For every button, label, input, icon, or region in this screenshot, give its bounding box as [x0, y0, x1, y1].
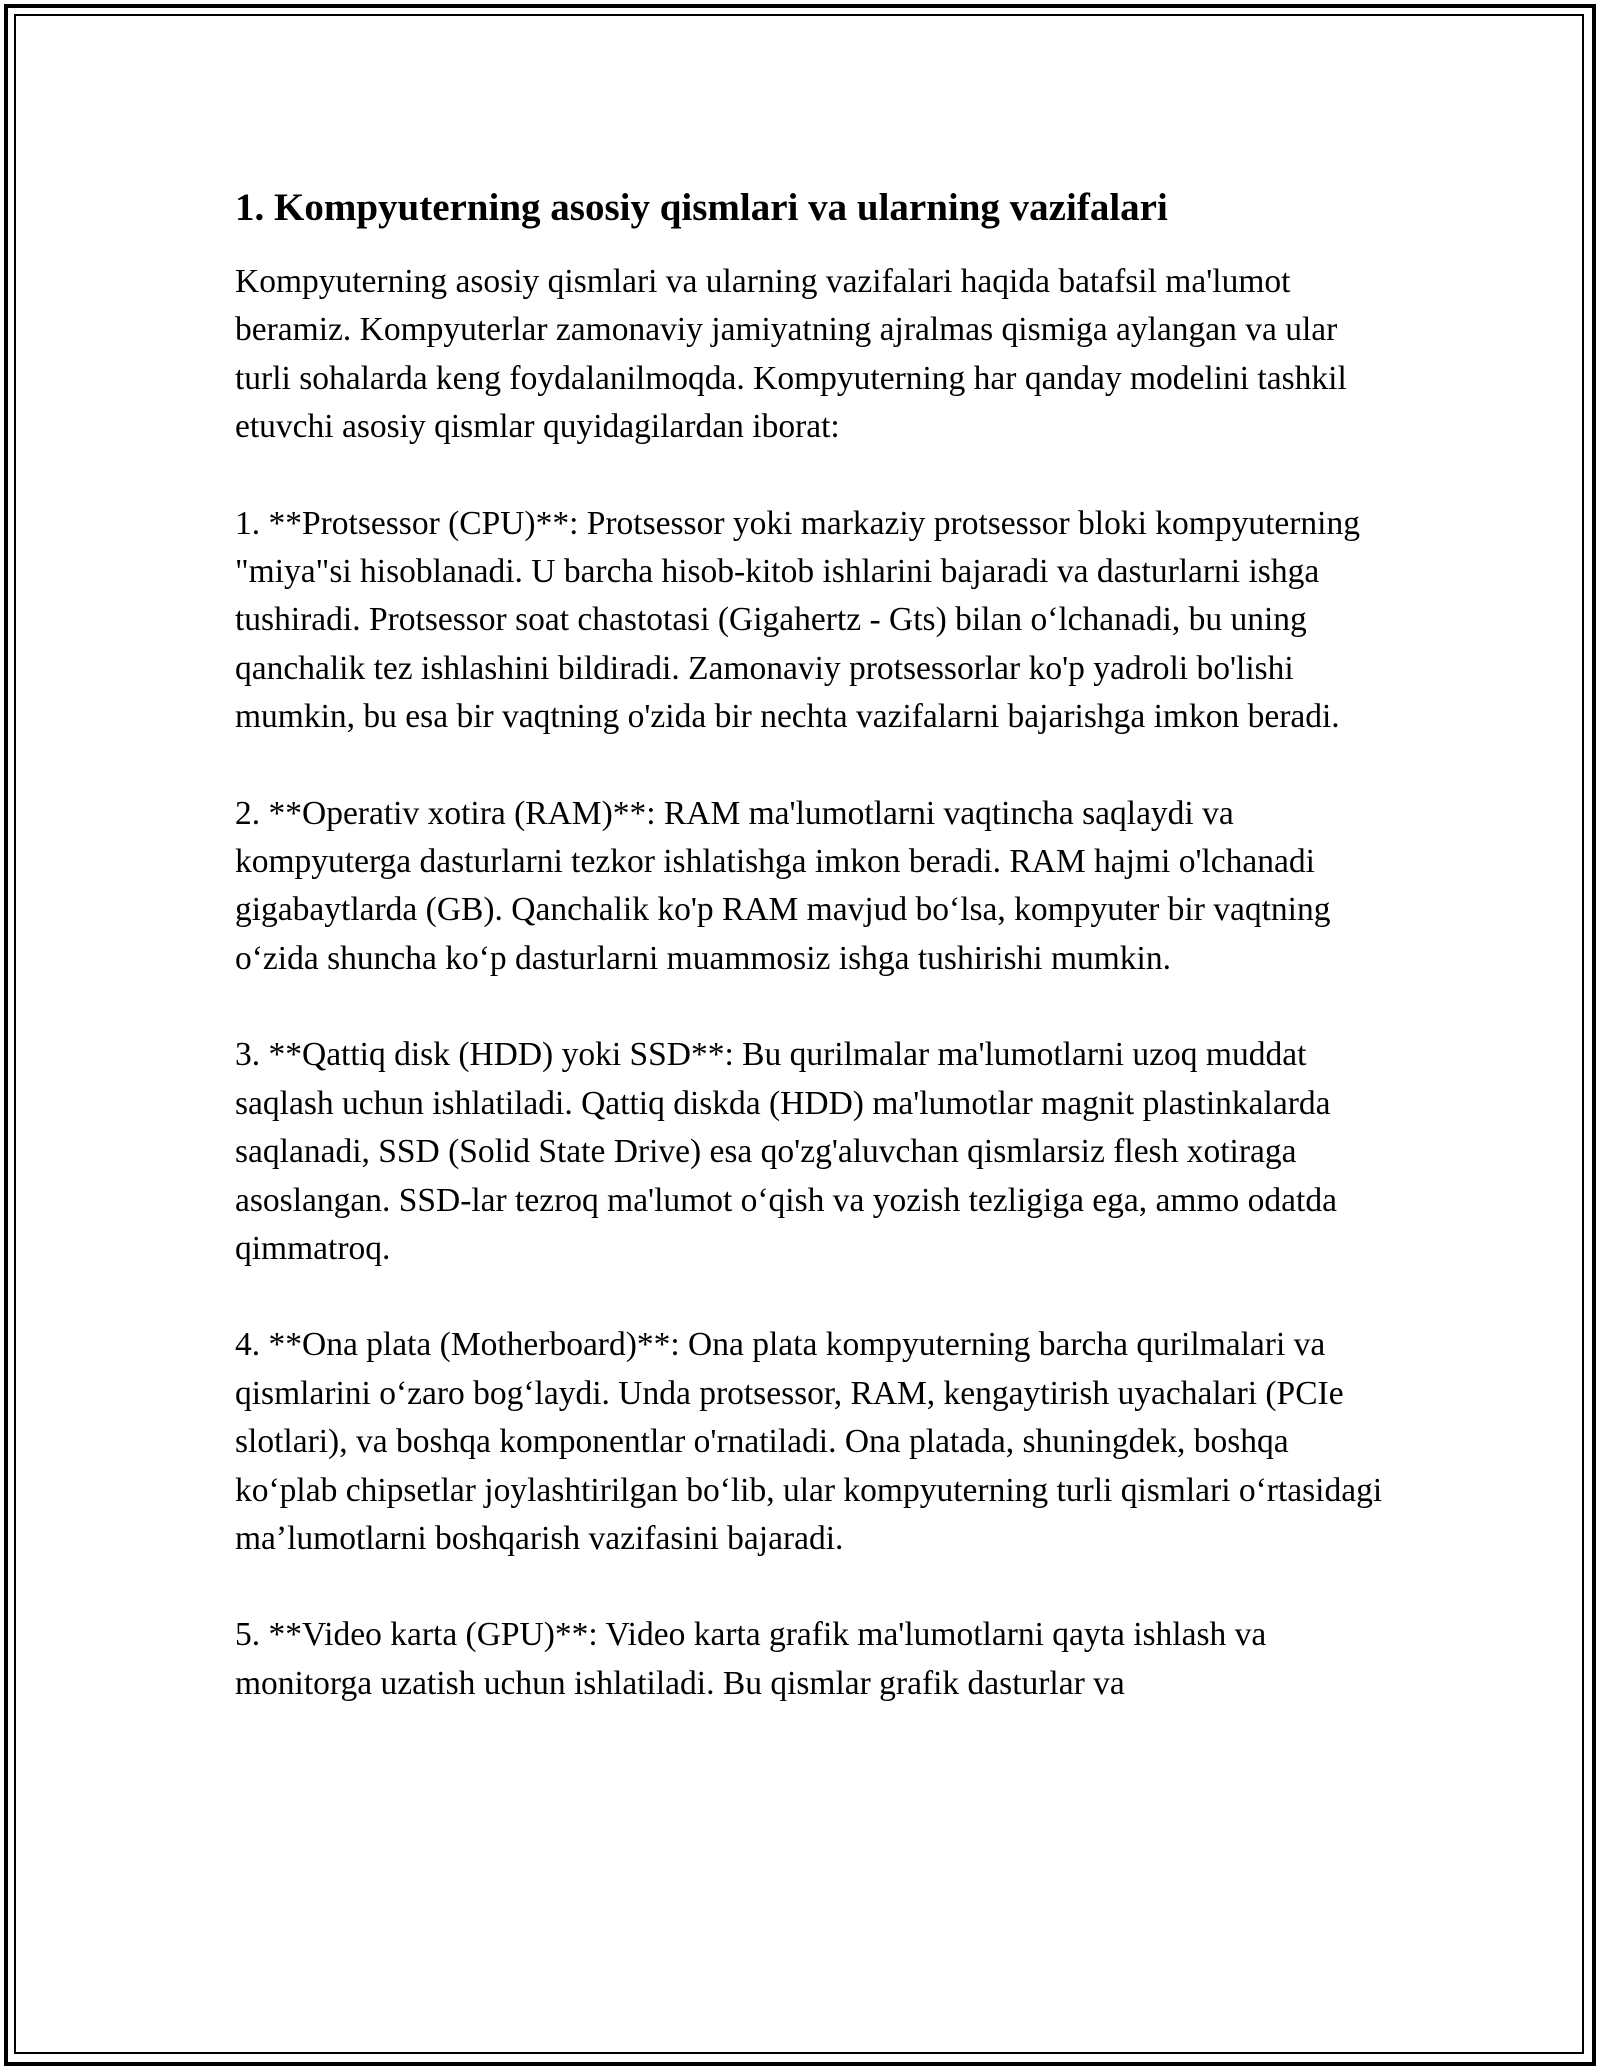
document-body	[235, 182, 1395, 1708]
intro-paragraph: Kompyuterning asosiy qismlari va ularning vazifalari haqida batafsil ma'lumot beramiz. Kompyuterlar zamonaviy jamiyatning ajralmas qismiga aylangan va ular turli sohalarda keng foydalanilmoqda. Kompyuterning har qanday modelini tashkil etuvchi asosiy qismlar quyidagilardan iborat:	[235, 263, 1347, 446]
list-item-storage: 3. **Qattiq disk (HDD) yoki SSD**: Bu qurilmalar ma'lumotlarni uzoq muddat saqlash uchun ishlatiladi. Qattiq diskda (HDD) ma'lumotlar magnit plastinkalarda saqlanadi, SSD (Solid State Drive) esa qo'zg'aluvchan qismlarsiz flesh xotiraga asoslangan. SSD-lar tezroq ma'lumot oʻqish va yozish tezligiga ega, ammo odatda qimmatroq.	[235, 1036, 1337, 1267]
list-item-motherboard: 4. **Ona plata (Motherboard)**: Ona plata kompyuterning barcha qurilmalari va qismlarini oʻzaro bogʻlaydi. Unda protsessor, RAM, kengaytirish uyachalari (PCIe slotlari), va boshqa komponentlar o'rnatiladi. Ona platada, shuningdek, boshqa koʻplab chipsetlar joylashtirilgan boʻlib, ular kompyuterning turli qismlari oʻrtasidagi maʼlumotlarni boshqarish vazifasini bajaradi.	[235, 1326, 1383, 1557]
list-item-gpu: 5. **Video karta (GPU)**: Video karta grafik ma'lumotlarni qayta ishlash va monitorga uzatish uchun ishlatiladi. Bu qismlar grafik dasturlar va	[235, 1616, 1267, 1702]
list-item-ram: 2. **Operativ xotira (RAM)**: RAM ma'lumotlarni vaqtincha saqlaydi va kompyuterga dasturlarni tezkor ishlatishga imkon beradi. RAM hajmi o'lchanadi gigabaytlarda (GB). Qanchalik ko'p RAM mavjud boʻlsa, kompyuter bir vaqtning oʻzida shuncha koʻp dasturlarni muammosiz ishga tushirishi mumkin.	[235, 794, 1331, 977]
list-item-cpu: 1. **Protsessor (CPU)**: Protsessor yoki markaziy protsessor bloki kompyuterning "miya"si hisoblanadi. U barcha hisob-kitob ishlarini bajaradi va dasturlarni ishga tushiradi. Protsessor soat chastotasi (Gigahertz - Gts) bilan oʻlchanadi, bu uning qanchalik tez ishlashini bildiradi. Zamonaviy protsessorlar ko'p yadroli bo'lishi mumkin, bu esa bir vaqtning o'zida bir nechta vazifalarni bajarishga imkon beradi.	[235, 504, 1360, 736]
section-heading: 1. Kompyuterning asosiy qismlari va ularning vazifalari	[235, 186, 1168, 229]
